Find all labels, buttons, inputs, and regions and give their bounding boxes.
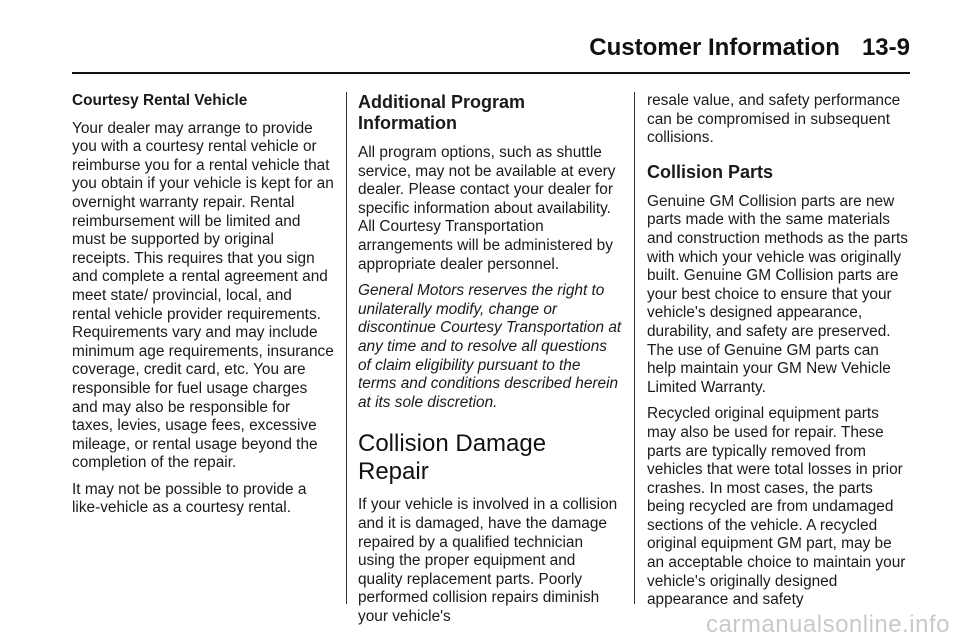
- page-number: 13-9: [861, 34, 910, 61]
- paragraph: If your vehicle is involved in a collision and it is damaged, have the damage repaired by a qualified technician using the proper equipment and quality replacement parts. Poorly performed collision repairs diminish your vehicle's: [358, 496, 618, 625]
- heading-collision-damage-repair: Collision Damage Repair: [358, 430, 547, 486]
- paragraph: Recycled original equipment parts may also be used for repair. These parts are typically removed from vehicles that were total losses in prior crashes. In most cases, the parts being recycled are from undamaged sections of the vehicle. A recycled original equipment GM part, may be an acceptable choice to maintain your vehicle's originally designed appearance and safety: [647, 405, 906, 609]
- page-header: [0, 0, 960, 78]
- paragraph: resale value, and safety performance can be compromised in subsequent collisions.: [647, 92, 901, 147]
- section-title: Customer Information: [589, 34, 840, 61]
- column-2: [358, 92, 623, 634]
- heading-collision-parts: Collision Parts: [647, 161, 774, 182]
- paragraph: It may not be possible to provide a like-vehicle as a courtesy rental.: [72, 480, 307, 517]
- column-divider: [346, 92, 347, 604]
- column-3: [647, 92, 912, 618]
- paragraph: Your dealer may arrange to provide you with a courtesy rental vehicle or reimburse you for a rental vehicle that you obtain if your vehicle is kept for an overnight warranty repair. Rental reimbursement will be limited and must be supported by original receipts. This requires that you sign and complete a rental agreement and meet state/ provincial, local, and rental vehicle provider requirements. Requirements vary and may include minimum age requirements, insurance coverage, credit card, etc. You are responsible for fuel usage charges and may also be responsible for taxes, levies, usage fees, excessive mileage, or rental usage beyond the completion of the repair.: [72, 119, 334, 472]
- column-divider: [634, 92, 635, 604]
- paragraph: All program options, such as shuttle service, may not be available at every dealer. Please contact your dealer for specific information about availability. All Courtesy Transportation arrangements will be administered by appropriate dealer personnel.: [358, 144, 616, 273]
- italic-paragraph: General Motors reserves the right to unilaterally modify, change or discontinue Courtesy Transportation at any time and to resolve all questions of claim eligibility pursuant to the terms and conditions described herein at its sole discretion.: [358, 282, 622, 411]
- subheading-courtesy-rental: Courtesy Rental Vehicle: [72, 92, 248, 109]
- column-1: [72, 92, 334, 526]
- paragraph: Genuine GM Collision parts are new parts made with the same materials and construction methods as the parts with which your vehicle was originally built. Genuine GM Collision parts are your best choice to ensure that your vehicle's designed appearance, durability, and safety are preserved. The use of Genuine GM parts can help maintain your GM New Vehicle Limited Warranty.: [647, 192, 908, 396]
- watermark: carmanualsonline.info: [706, 611, 950, 638]
- header-rule: [72, 72, 910, 74]
- heading-additional-program-information: Additional Program Information: [358, 92, 526, 133]
- page-title: [589, 34, 910, 62]
